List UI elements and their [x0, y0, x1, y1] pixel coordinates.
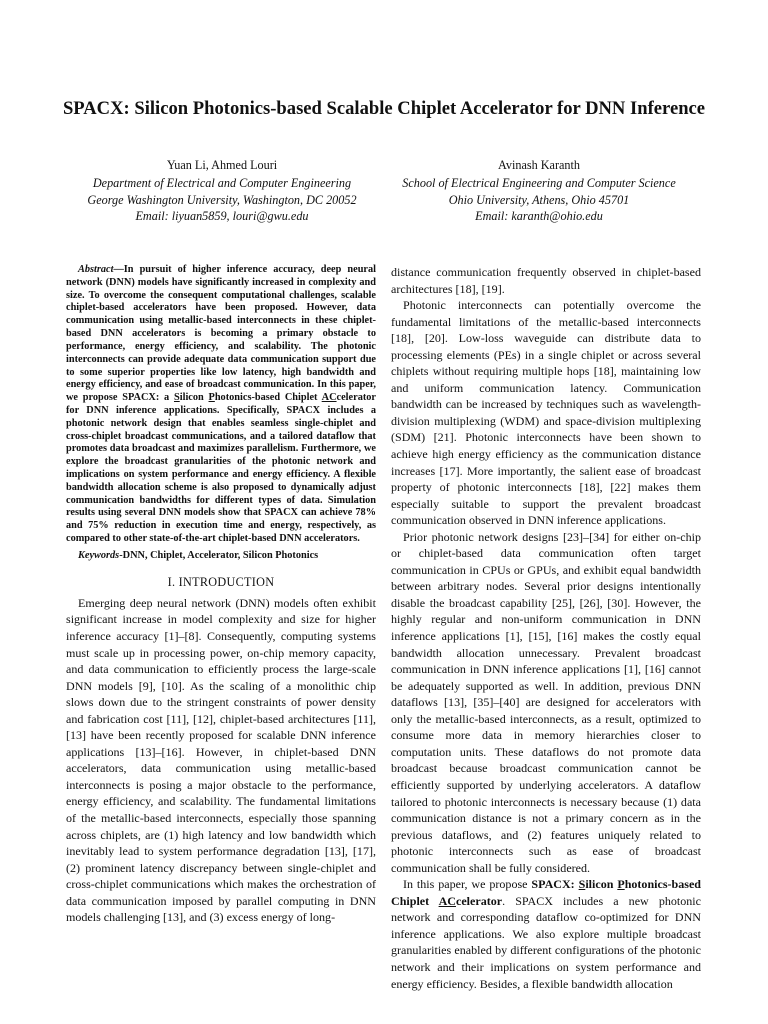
author-block-ohio	[384, 157, 694, 225]
author-names: Avinash Karanth	[497, 158, 580, 172]
keywords-label: Keywords	[78, 549, 120, 561]
author-institution: George Washington University, Washington, DC 20052	[87, 192, 357, 207]
intro-paragraph-2: Photonic interconnects can potentially overcome the fundamental limitations of the metallic-based interconnects [18], [20]. Low-loss waveguide can distribute data to processing elements (PEs) in a single chiplet or across several chiplets without requiring multiple hops [18], maintaining low and uniform communication latency. Communication bandwidth can be increased by techniques such as wavelength-division multiplexing (WDM) and space-division multiplexing (SDM) [21]. Photonic interconnects have been shown to achieve high energy efficiency as the communication distance increases [17]. More importantly, the salient ease of broadcast property of photonic interconnects [18], [22] makes them especially suitable to support the prevalent broadcast communication observed in DNN inference applications.	[391, 298, 701, 528]
paper-title: SPACX: Silicon Photonics-based Scalable Chiplet Accelerator for DNN Inference	[62, 98, 706, 119]
intro-paragraph-1: Emerging deep neural network (DNN) models often exhibit significant increase in model complexity and size for higher inference accuracy [1]–[8]. Consequently, computing systems must scale up in processing power, on-chip memory capacity, and data communication to efficiently process the large-scale DNN models [9], [10]. As the scaling of a monolithic chip slows down due to the stringent constraints of power density and fabrication cost [11], [12], chiplet-based architectures [11], [13] have been recently proposed for scalable DNN inference applications [13]–[16]. However, in chiplet-based DNN accelerators, data communication using metallic-based interconnects is posing a major obstacle to the performance, energy efficiency, and scalability. The fundamental limitations of the metallic-based interconnects, especially those spanning across chiplets, are (1) high latency and low bandwidth which inevitably lead to system performance degradation [13], [17], (2) prominent latency discrepancy between single-chiplet and cross-chiplet communications which makes the orchestration of data communication imposed by parallel computing in DNN models challenging [13], and (3) excess energy of long-	[66, 595, 376, 925]
author-department: School of Electrical Engineering and Computer Science	[402, 176, 676, 190]
author-email: Email: karanth@ohio.edu	[475, 209, 603, 223]
author-names: Yuan Li, Ahmed Louri	[166, 158, 278, 172]
section-heading-introduction: I. INTRODUCTION	[167, 574, 275, 589]
keywords: Keywords-DNN, Chiplet, Accelerator, Silicon Photonics	[78, 549, 319, 561]
author-block-gwu	[72, 157, 372, 225]
author-department: Department of Electrical and Computer Engineering	[92, 176, 352, 190]
right-column	[391, 264, 701, 992]
intro-paragraph-4: In this paper, we propose SPACX: Silicon Photonics-based Chiplet ACcelerator. SPACX includes a new photonic network and corresponding dataflow co-optimized for DNN inference applications. We also explore multiple broadcast granularities enabled by different configurations of the photonic network and their implications on system performance and energy efficiency. Besides, a flexible bandwidth allocation	[391, 877, 701, 991]
abstract-label: Abstract	[78, 264, 114, 275]
intro-paragraph-1-continued: distance communication frequently observed in chiplet-based architectures [18], [19].	[391, 265, 701, 296]
author-institution: Ohio University, Athens, Ohio 45701	[448, 192, 630, 207]
intro-paragraph-3: Prior photonic network designs [23]–[34] for either on-chip or chiplet-based data communication often target communication in CPUs or GPUs, and exhibit equal bandwidth between arbitrary nodes. Several prior designs intentionally disable the broadcast capability [25], [26], [30]. However, the highly regular and non-uniform communication in DNN inference applications [1], [15], [16] makes the costly equal bandwidth allocation unnecessary. Prevalent broadcast communication in DNN inference applications [1], [16] cannot be adequately supported as well. In addition, previous DNN dataflows [13], [35]–[40] are designed for accelerators with only the metallic-based interconnects, as a result, optimized to consume more data in memory hierarchies closer to computation units. These dataflows do not promote data broadcast because broadcast communication cannot be efficiently supported by underlying accelerators. A dataflow tailored to photonic interconnects is necessary because (1) data communication distance is not a primary concern as in the previous dataflows, and (2) features uniquely related to photonic interconnects such as ease of broadcast communication shall be fully considered.	[391, 529, 701, 875]
abstract: Abstract—In pursuit of higher inference accuracy, deep neural network (DNN) models have significantly increased in complexity and size. To overcome the consequent computational challenges, scalable chiplet-based accelerators have been proposed. However, data communication using metallic-based interconnects in these chiplet-based DNN accelerators is becoming a primary obstacle to performance, energy efficiency, and scalability. The photonic interconnects can provide adequate data communication support due to some superior properties like low latency, high bandwidth and energy efficiency, and ease of broadcast communication. In this paper, we propose SPACX: a Silicon Photonics-based Chiplet ACcelerator for DNN inference applications. Specifically, SPACX includes a photonic network design that enables seamless single-chiplet and cross-chiplet broadcast communications, and a tailored dataflow that promotes data broadcast and maximizes parallelism. Furthermore, we explore the broadcast granularities of the photonic network and implications on system performance and energy efficiency. A flexible bandwidth allocation scheme is also proposed to dynamically adjust communication bandwidths for different types of data. Simulation results using several DNN models show that SPACX can achieve 78% and 75% reduction in execution time and energy, respectively, as compared to other state-of-the-art chiplet-based DNN accelerators.	[66, 264, 376, 545]
author-email: Email: liyuan5859, louri@gwu.edu	[135, 209, 309, 223]
left-column	[66, 264, 376, 926]
